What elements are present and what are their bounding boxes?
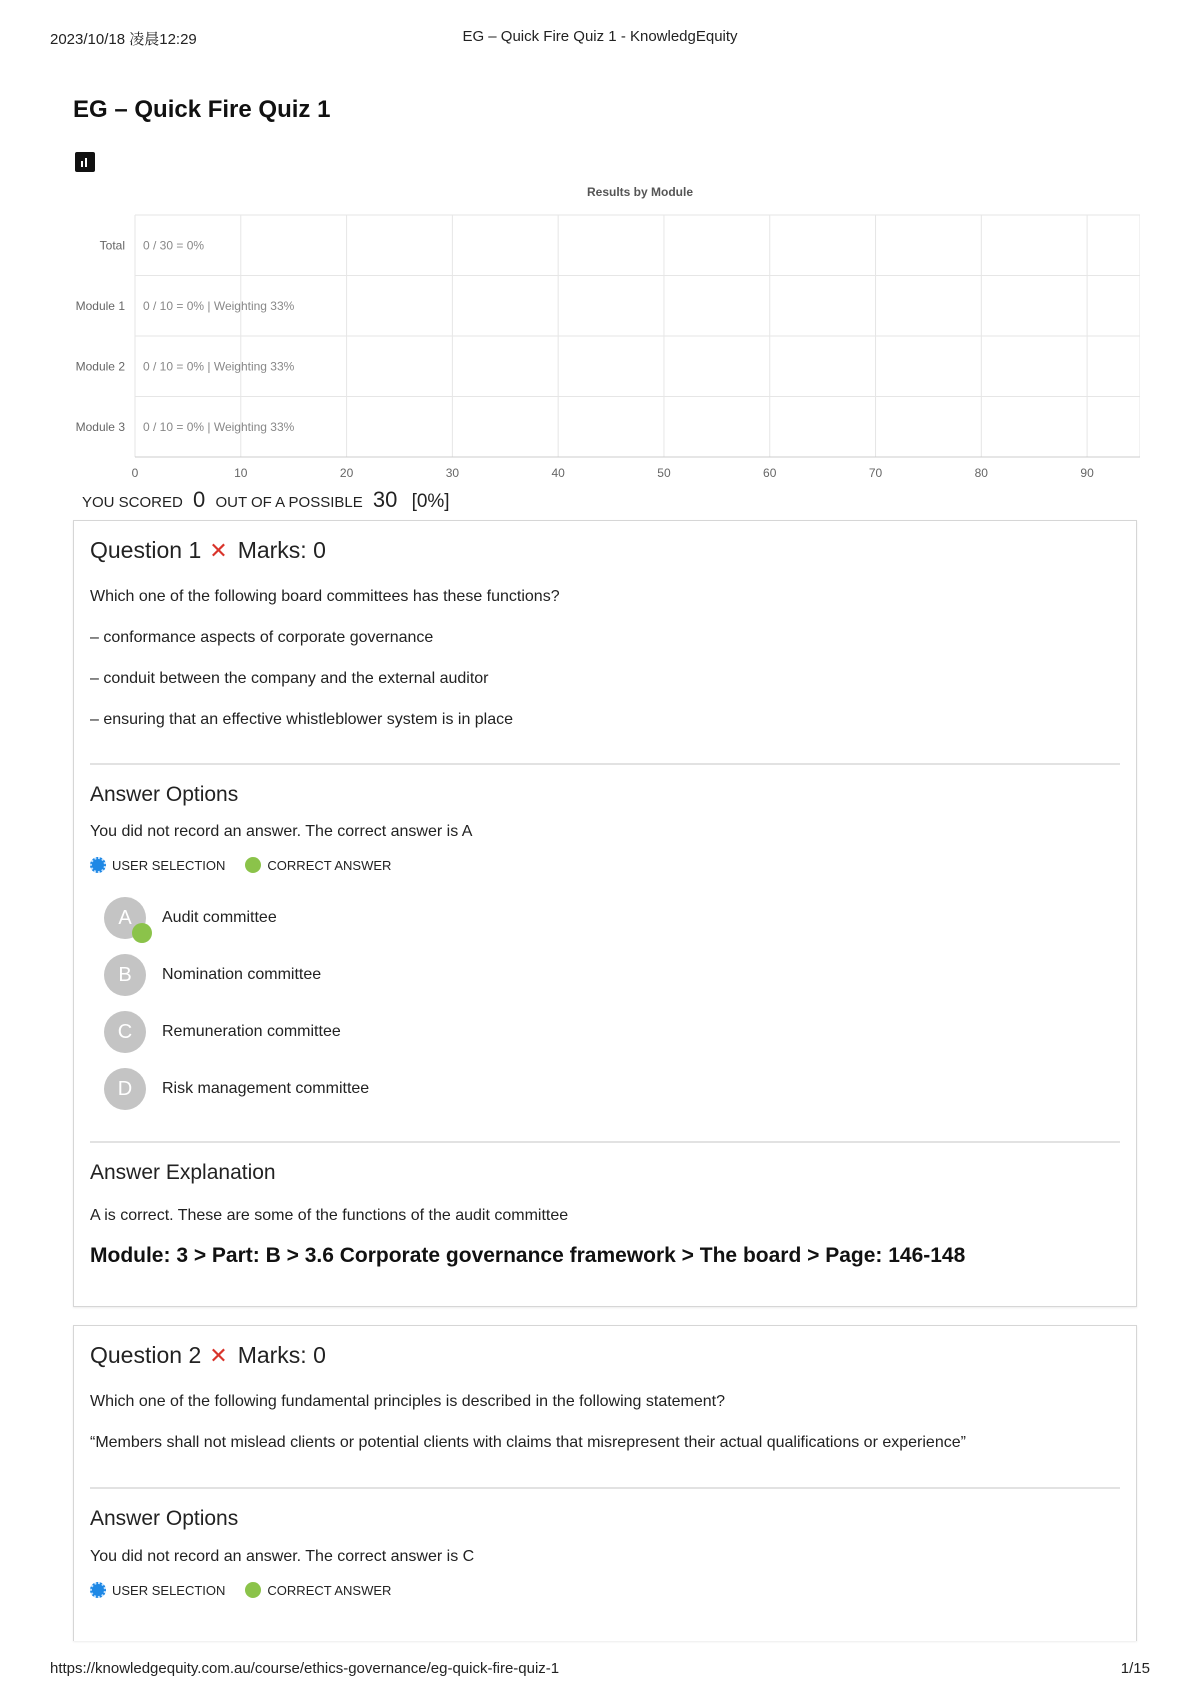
chart-x-tick-label: 80: [974, 466, 988, 480]
correct-answer-label: CORRECT ANSWER: [267, 857, 392, 873]
question-card: [73, 1325, 1137, 1641]
chart-x-tick-label: 20: [339, 466, 354, 480]
answer-legend: [90, 857, 391, 873]
chart-category-label: Module 1: [75, 298, 125, 313]
user-selection-label: USER SELECTION: [112, 857, 226, 873]
out-of-label: OUT OF A POSSIBLE: [215, 494, 363, 511]
option-label: Audit committee: [162, 909, 277, 926]
question-marks: Marks: 0: [237, 537, 326, 563]
answer-option-c: [104, 1011, 341, 1053]
answer-options-title: Answer Options: [90, 1507, 239, 1530]
score-value: 0: [193, 487, 206, 512]
print-title: EG – Quick Fire Quiz 1 - KnowledgEquity: [462, 28, 738, 45]
question-number: Question 1: [90, 537, 202, 563]
print-header: [50, 28, 1150, 50]
correct-answer-icon: [245, 1582, 261, 1598]
print-url: https://knowledgequity.com.au/course/ethics-governance/eg-quick-fire-quiz-1: [50, 1660, 560, 1677]
chart-x-tick-label: 60: [763, 466, 777, 480]
chart-category-label: Total: [99, 238, 125, 253]
chart-x-ticks: [132, 466, 1094, 480]
section-divider: [90, 763, 1120, 765]
option-letter-text: B: [118, 963, 132, 986]
answer-legend: [90, 1582, 391, 1598]
question-text-line: – conformance aspects of corporate governance: [90, 629, 434, 646]
section-divider: [90, 1487, 1120, 1489]
option-letter: [104, 897, 146, 939]
chart-x-tick-label: 10: [234, 466, 248, 480]
chart-data-label: 0 / 10 = 0% | Weighting 33%: [143, 359, 295, 374]
user-selection-icon: [90, 1582, 106, 1598]
correct-answer-icon: [245, 857, 261, 873]
possible-value: 30: [372, 487, 398, 512]
option-letter: [104, 1068, 146, 1110]
chart-data-label: 0 / 10 = 0% | Weighting 33%: [143, 419, 295, 434]
score-percent: [0%]: [411, 491, 450, 512]
option-label: Nomination committee: [162, 966, 322, 983]
incorrect-icon: ✕: [209, 1343, 228, 1368]
bar-chart-icon[interactable]: [75, 152, 95, 172]
answer-option-b: [104, 954, 321, 996]
incorrect-icon: ✕: [209, 538, 228, 563]
option-letter-text: C: [117, 1020, 133, 1043]
chart-category-label: Module 3: [75, 419, 125, 434]
question-text: Which one of the following board committees has these functions?: [90, 588, 560, 605]
chart-x-tick-label: 70: [868, 466, 883, 480]
question-number: Question 2: [90, 1342, 202, 1368]
chart-x-tick-label: 90: [1080, 466, 1094, 480]
you-scored-label: YOU SCORED: [82, 494, 183, 511]
print-footer: [50, 1660, 1150, 1682]
chart-title: Results by Module: [586, 185, 694, 199]
option-label: Remuneration committee: [162, 1023, 341, 1040]
results-chart: [60, 180, 1140, 480]
chart-data-label: 0 / 30 = 0%: [143, 238, 205, 253]
answer-option-d: [104, 1068, 369, 1110]
answer-explanation-title: Answer Explanation: [90, 1161, 276, 1184]
results-chart-svg: [60, 180, 1140, 480]
question-text: Which one of the following fundamental principles is described in the following statement?: [90, 1393, 726, 1410]
option-letter-text: D: [117, 1077, 133, 1100]
page-title: EG – Quick Fire Quiz 1: [73, 96, 331, 123]
answer-note: You did not record an answer. The correct answer is A: [90, 823, 473, 840]
answer-note: You did not record an answer. The correct answer is C: [90, 1548, 475, 1565]
chart-category-label: Module 2: [75, 359, 125, 374]
option-label: Risk management committee: [162, 1080, 370, 1097]
option-letter-text: A: [118, 906, 132, 929]
correct-answer-label: CORRECT ANSWER: [267, 1582, 392, 1598]
user-selection-icon: [90, 857, 106, 873]
chart-data-label: 0 / 10 = 0% | Weighting 33%: [143, 298, 295, 313]
section-divider: [90, 1141, 1120, 1143]
print-timestamp: 2023/10/18 凌晨12:29: [50, 31, 197, 48]
option-letter: [104, 1011, 146, 1053]
answer-options-title: Answer Options: [90, 783, 239, 806]
question-marks: Marks: 0: [237, 1342, 326, 1368]
answer-explanation-text: A is correct. These are some of the functions of the audit committee: [90, 1207, 569, 1224]
chart-x-tick-label: 0: [131, 466, 139, 480]
score-summary: [82, 487, 450, 513]
answer-option-a: [104, 897, 277, 939]
user-selection-label: USER SELECTION: [112, 1582, 226, 1598]
chart-x-tick-label: 50: [657, 466, 671, 480]
correct-answer-marker-icon: [132, 923, 152, 943]
question-text-line: – ensuring that an effective whistleblower system is in place: [90, 711, 514, 728]
chart-x-tick-label: 40: [551, 466, 565, 480]
print-page-number: 1/15: [1120, 1660, 1150, 1677]
option-letter: [104, 954, 146, 996]
question-heading: [90, 537, 326, 564]
question-heading: [90, 1342, 326, 1369]
question-card: [73, 520, 1137, 1307]
chart-x-tick-label: 30: [445, 466, 460, 480]
question-text-line: “Members shall not mislead clients or potential clients with claims that misrepresent their actual qualifications or experience”: [90, 1434, 966, 1451]
module-reference: Module: 3 > Part: B > 3.6 Corporate governance framework > The board > Page: 146-148: [90, 1244, 966, 1267]
question-text-line: – conduit between the company and the external auditor: [90, 670, 489, 687]
